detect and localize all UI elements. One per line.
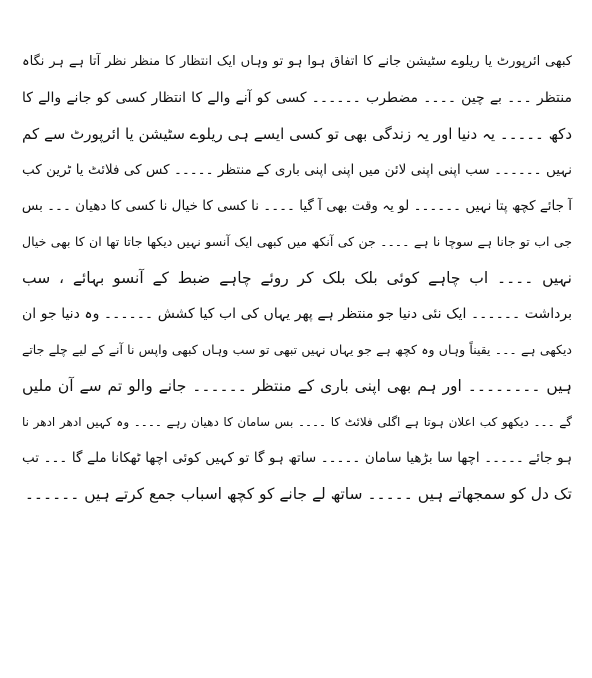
text-line-3: دکھ ۔۔۔۔۔ یہ دنیا اور یہ زندگی بھی تو کسی ایسے ہی ریلوے سٹیشن یا ائرپورٹ سے کم <box>22 125 572 143</box>
text-line-8: برداشت ۔۔۔۔۔۔ ایک نئی دنیا جو منتظر ہے پھر یہاں کی اب کیا کشش ۔۔۔۔۔۔ وہ دنیا جو ان <box>22 306 572 322</box>
text-line-5: آ جائے کچھ پتا نہیں ۔۔۔۔۔۔ لو یہ وقت بھی آ گیا ۔۔۔۔ نا کسی کا خیال نا کسی کا دھیان ۔۔۔ بس <box>21 198 572 214</box>
text-line-4: نہیں ۔۔۔۔۔۔ سب اپنی اپنی لائن میں اپنی اپنی باری کے منتظر ۔۔۔۔۔ کس کی فلائٹ یا ٹرین کب <box>22 162 572 178</box>
text-line-2: منتظر ۔۔۔ بے چین ۔۔۔۔ مضطرب ۔۔۔۔۔۔ کسی کو آنے والے کا انتظار کسی کو جانے والے کا <box>22 90 572 106</box>
text-line-1: کبھی ائرپورٹ یا ریلوے سٹیشن جانے کا اتفاق ہوا ہو تو وہاں ایک انتظار کا منظر نظر آتا ہے ہر نگاہ <box>22 54 572 69</box>
text-line-12: ہو جائے ۔۔۔۔۔ اچھا سا بڑھیا سامان ۔۔۔۔۔ ساتھ ہو گا تو کہیں کوئی اچھا ٹھکانا ملے گا ۔۔۔ تب <box>22 450 572 466</box>
text-line-10: ہیں ۔۔۔۔۔۔۔۔ اور ہم بھی اپنی باری کے منتظر ۔۔۔۔۔۔ جانے والو تم سے آن ملیں <box>22 377 572 395</box>
text-line-6: جی اب تو جانا ہے سوچا نا ہے ۔۔۔۔ جن کی آنکھ میں کبھی ایک آنسو نہیں دیکھا جاتا تھا ان کا بھی خیال <box>22 234 572 249</box>
text-line-7: نہیں ۔۔۔۔ اب چاہے کوئی بلک بلک کر روئے چاہے ضبط کے آنسو بہائے ، سب <box>22 269 572 287</box>
text-line-11: گے ۔۔۔ دیکھو کب اعلان ہوتا ہے اگلی فلائٹ کا ۔۔۔۔ بس سامان کا دھیان رہے ۔۔۔۔ وہ کہیں ادھر ادھر نا <box>22 415 572 429</box>
text-line-13: تک دل کو سمجھاتے ہیں ۔۔۔۔۔ ساتھ لے جانے کو کچھ اسباب جمع کرتے ہیں ۔۔۔۔۔۔ <box>24 485 572 503</box>
text-line-9: دیکھی ہے ۔۔۔ یقیناً وہاں وہ کچھ ہے جو یہاں نہیں تبھی تو سب وہاں کبھی واپس نا آنے کے لیے چلے جاتے <box>22 342 572 357</box>
urdu-text-body <box>22 44 572 512</box>
